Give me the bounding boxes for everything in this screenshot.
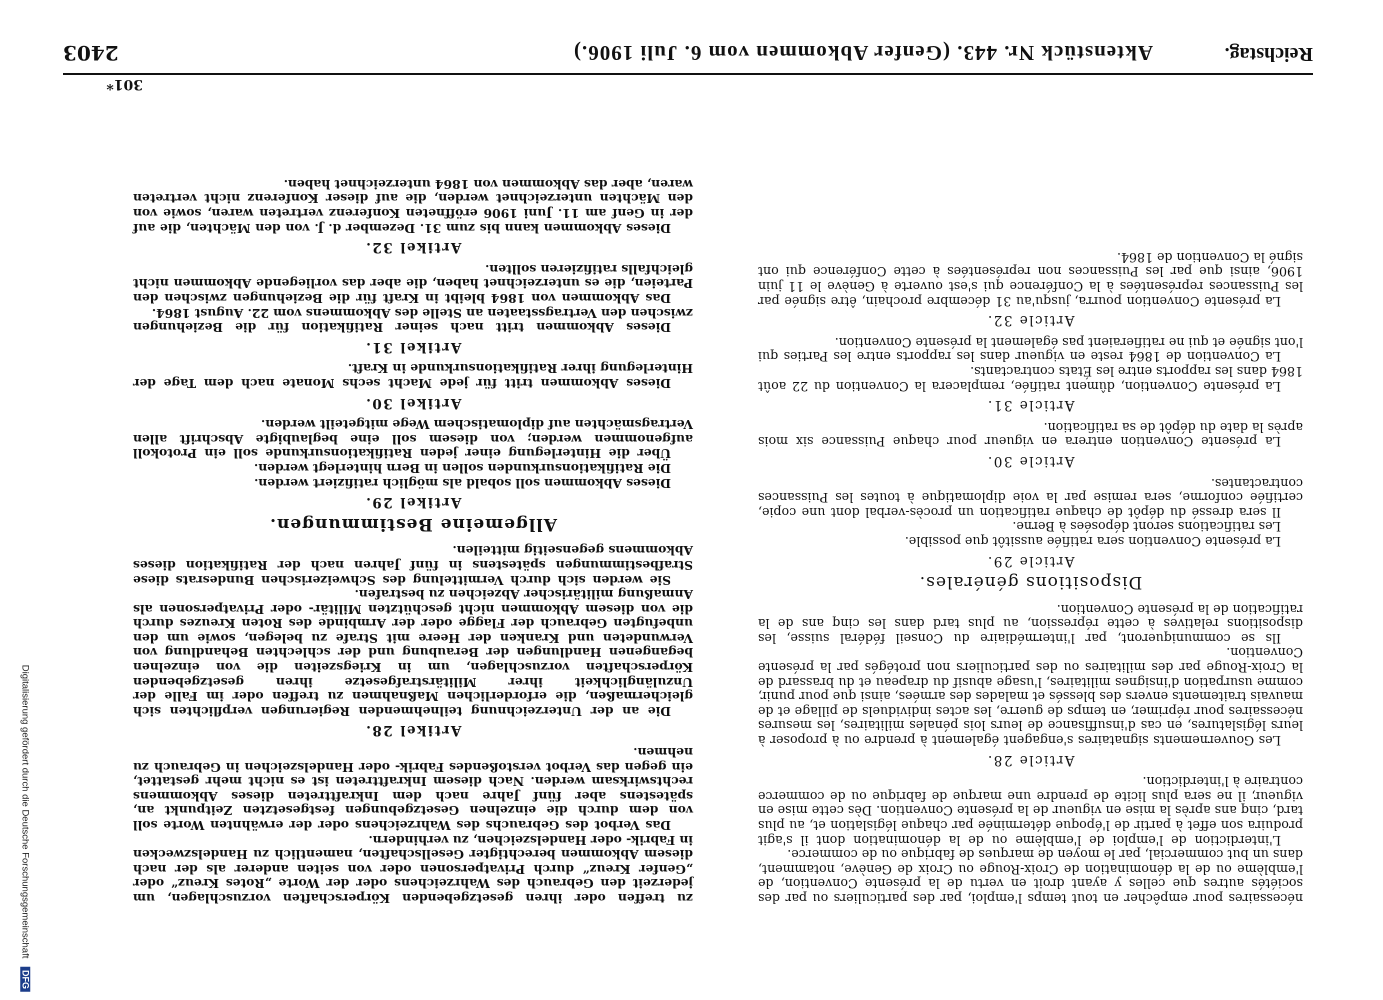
header-rule — [63, 73, 1313, 75]
header-left: Reichstag. — [1224, 43, 1313, 65]
fr-article-28-title: Article 28. — [986, 751, 1075, 768]
de-paragraph: Über die Hinterlegung einer jeden Ratifikationsurkunde soll ein Protokoll aufgenommen werden; von diesem soll eine beglaubigte Abschrift allen Vertragsmächten auf diplomatischem Wege mitgeteilt werden. — [133, 417, 693, 462]
de-paragraph: Dieses Abkommen kann bis zum 31. Dezember d. J. von den Mächten, die auf der in Genf am 11. Juni 1906 eröffneten Konferenz vertreten waren, sowie von den Mächten unterzeichnet werden, die auf dieser Konferenz nicht vertreten waren, aber das Abkommen von 1864 unterzeichnet haben. — [133, 176, 693, 236]
fr-section-title: Dispositions générales. — [918, 572, 1143, 593]
de-article-30-title: Artikel 30. — [364, 394, 462, 411]
dfg-logo-icon: DFG — [20, 967, 30, 992]
de-paragraph: Dieses Abkommen soll sobald als möglich ratifiziert werden. — [254, 475, 671, 491]
de-article-31-title: Artikel 31. — [364, 338, 462, 355]
de-paragraph: Das Verbot des Gebrauchs des Wahrzeichens oder der erwähnten Worte soll von dem durch die einzelnen Gesetzgebungen festgesetzten Zeitpunkt an, spätestens aber fünf Jahre nach dem Inkrafttreten dieses Abkommens rechtswirksam werden. Nach diesem Inkrafttreten ist es nicht mehr gestattet, ein gegen das Verbot verstoßendes Fabrik- oder Handelszeichen in Gebrauch zu nehmen. — [133, 745, 693, 834]
french-column — [758, 85, 1303, 905]
de-paragraph: Die an der Unterzeichnung teilnehmenden Regierungen verpflichten sich gleichermaßen, die erforderlichen Maßnahmen zu treffen oder im Falle der Unzulänglichkeit ihrer Militärstrafgesetze ihren gesetzgebenden Körperschaften vorzuschlagen, um in Kriegszeiten die von einzelnen begangenen Handlungen der Beraubung und der schlechten Behandlung von Verwundeten und Kranken der Heere mit Strafe zu belegen, sowie um den unbefugten Gebrauch der Flagge oder der Armbinde des Roten Kreuzes durch die von diesem Abkommen nicht geschützten Militär- oder Privatpersonen als Anmaßung militärischer Abzeichen zu bestrafen. — [133, 587, 693, 719]
fr-paragraph-continued: nécessaires pour empêcher en tout temps l'emploi, par des particuliers ou par des sociétés autres que celles y ayant droit en vertu de la présente Convention, de l'emblème ou de la dénomination de Croix-Rouge ou Croix de Genève, notamment, dans un but commercial, par le moyen de marques de fabrique ou de commerce. — [758, 847, 1303, 906]
fr-paragraph: L'interdiction de l'emploi de l'emblème ou de la dénomination dont il s'agit produira son effet à partir de l'époque déterminée par chaque législation et, au plus tard, cinq ans après la mise en vigueur de la présente Convention. Dès cette mise en vigueur, il ne sera plus licite de prendre une marque de fabrique ou de commerce contraire à l'interdiction. — [758, 774, 1303, 848]
de-section-title: Allgemeine Bestimmungen. — [269, 513, 557, 534]
page-number: 2403 — [63, 41, 119, 65]
fr-paragraph: La présente Convention sera ratifiée aussitôt que possible. — [904, 533, 1281, 549]
fr-paragraph: La présente Convention, dûment ratifiée, remplacera la Convention du 22 août 1864 dans les rapports entre les États contractants. — [758, 364, 1303, 394]
de-paragraph: Dieses Abkommen tritt für jede Macht sechs Monate nach dem Tage der Hinterlegung ihrer Ratifikationsurkunde in Kraft. — [133, 361, 693, 391]
de-article-29-title: Artikel 29. — [364, 494, 462, 511]
de-paragraph: Die Ratifikationsurkunden sollen in Bern hinterlegt werden. — [253, 460, 671, 476]
de-paragraph: Dieses Abkommen tritt nach seiner Ratifikation für die Beziehungen zwischen den Vertragsstaaten an Stelle des Abkommens vom 22. August 1864. — [133, 305, 693, 336]
header-title: Aktenstück Nr. 443. (Genfer Abkommen vom 6. Juli 1906.) — [572, 41, 1153, 65]
fr-article-31-title: Article 31. — [986, 397, 1075, 414]
de-paragraph: Sie werden sich durch Vermittelung des Schweizerischen Bundesrats diese Strafbestimmungen spätestens in fünf Jahren nach der Ratifikation dieses Abkommens gegenseitig mitteilen. — [133, 543, 693, 588]
fr-paragraph: La Convention de 1864 reste en vigueur dans les rapports entre les Parties qui l'ont signée et qui ne ratifieraient pas également la présente Convention. — [758, 334, 1303, 365]
fr-paragraph: La présente Convention entrera en vigueur pour chaque Puissance six mois après la date du dépôt de sa ratification. — [758, 419, 1303, 450]
footer-signature-mark: 301* — [106, 76, 143, 92]
de-paragraph-continued: zu treffen oder ihren gesetzgebenden Körperschaften vorzuschlagen, um jederzeit den Gebrauch des Wahrzeichens oder der Worte „Rotes Kreuz“ oder „Genfer Kreuz“ durch Privatpersonen oder von seiten anderer als der nach diesem Abkommen berechtigter Gesellschaften, namentlich zu Handelszwecken in Fabrik- oder Handelszeichen, zu verhindern. — [133, 832, 693, 906]
fr-paragraph: La présente Convention pourra, jusqu'au 31 décembre prochain, être signée par les Puissances représentées à la Conférence qui s'est ouverte à Genève le 11 juin 1906, ainsi que par les Puissances non représentées à cette Conférence qui ont signé la Convention de 1864. — [758, 249, 1303, 309]
de-article-28-title: Artikel 28. — [364, 722, 462, 739]
digitization-notice-text: Digitalisierung gefördert durch die Deutsche Forschungsgemeinschaft — [19, 664, 30, 959]
de-article-32-title: Artikel 32. — [364, 239, 462, 256]
de-paragraph: Das Abkommen von 1864 bleibt in Kraft für die Beziehungen zwischen den Parteien, die es unterzeichnet haben, die aber das vorliegende Abkommen nicht gleichfalls ratifizieren sollten. — [133, 261, 693, 307]
fr-paragraph: Les ratifications seront déposées à Berne. — [1012, 519, 1281, 535]
digitization-notice — [19, 665, 30, 992]
fr-paragraph: Les Gouvernements signataires s'engagent également à prendre ou à proposer à leurs législatures, en cas d'insuffisance de leurs lois pénales militaires, les mesures nécessaires pour réprimer, en temps de guerre, les actes individuels de pillage et de mauvais traitements envers des blessés et malades des armées, ainsi que pour punir, comme usurpation d'insignes militaires, l'usage abusif du drapeau et du brassard de la Croix-Rouge par des militaires ou des particuliers non protégés par la présente Convention. — [758, 645, 1303, 749]
fr-paragraph: Ils se communiqueront, par l'intermédiaire du Conseil fédéral suisse, les dispositions relatives à cette répression, au plus tard dans les cinq ans de la ratification de la présente Convention. — [758, 601, 1303, 646]
fr-article-29-title: Article 29. — [986, 552, 1075, 569]
fr-article-32-title: Article 32. — [986, 312, 1075, 329]
page-header — [63, 35, 1313, 65]
fr-paragraph: Il sera dressé du dépôt de chaque ratification un procès-verbal dont une copie, certifiée conforme, sera remise par la voie diplomatique à toutes les Puissances contractantes. — [758, 475, 1303, 520]
fr-article-30-title: Article 30. — [986, 452, 1075, 469]
german-column — [133, 85, 693, 905]
